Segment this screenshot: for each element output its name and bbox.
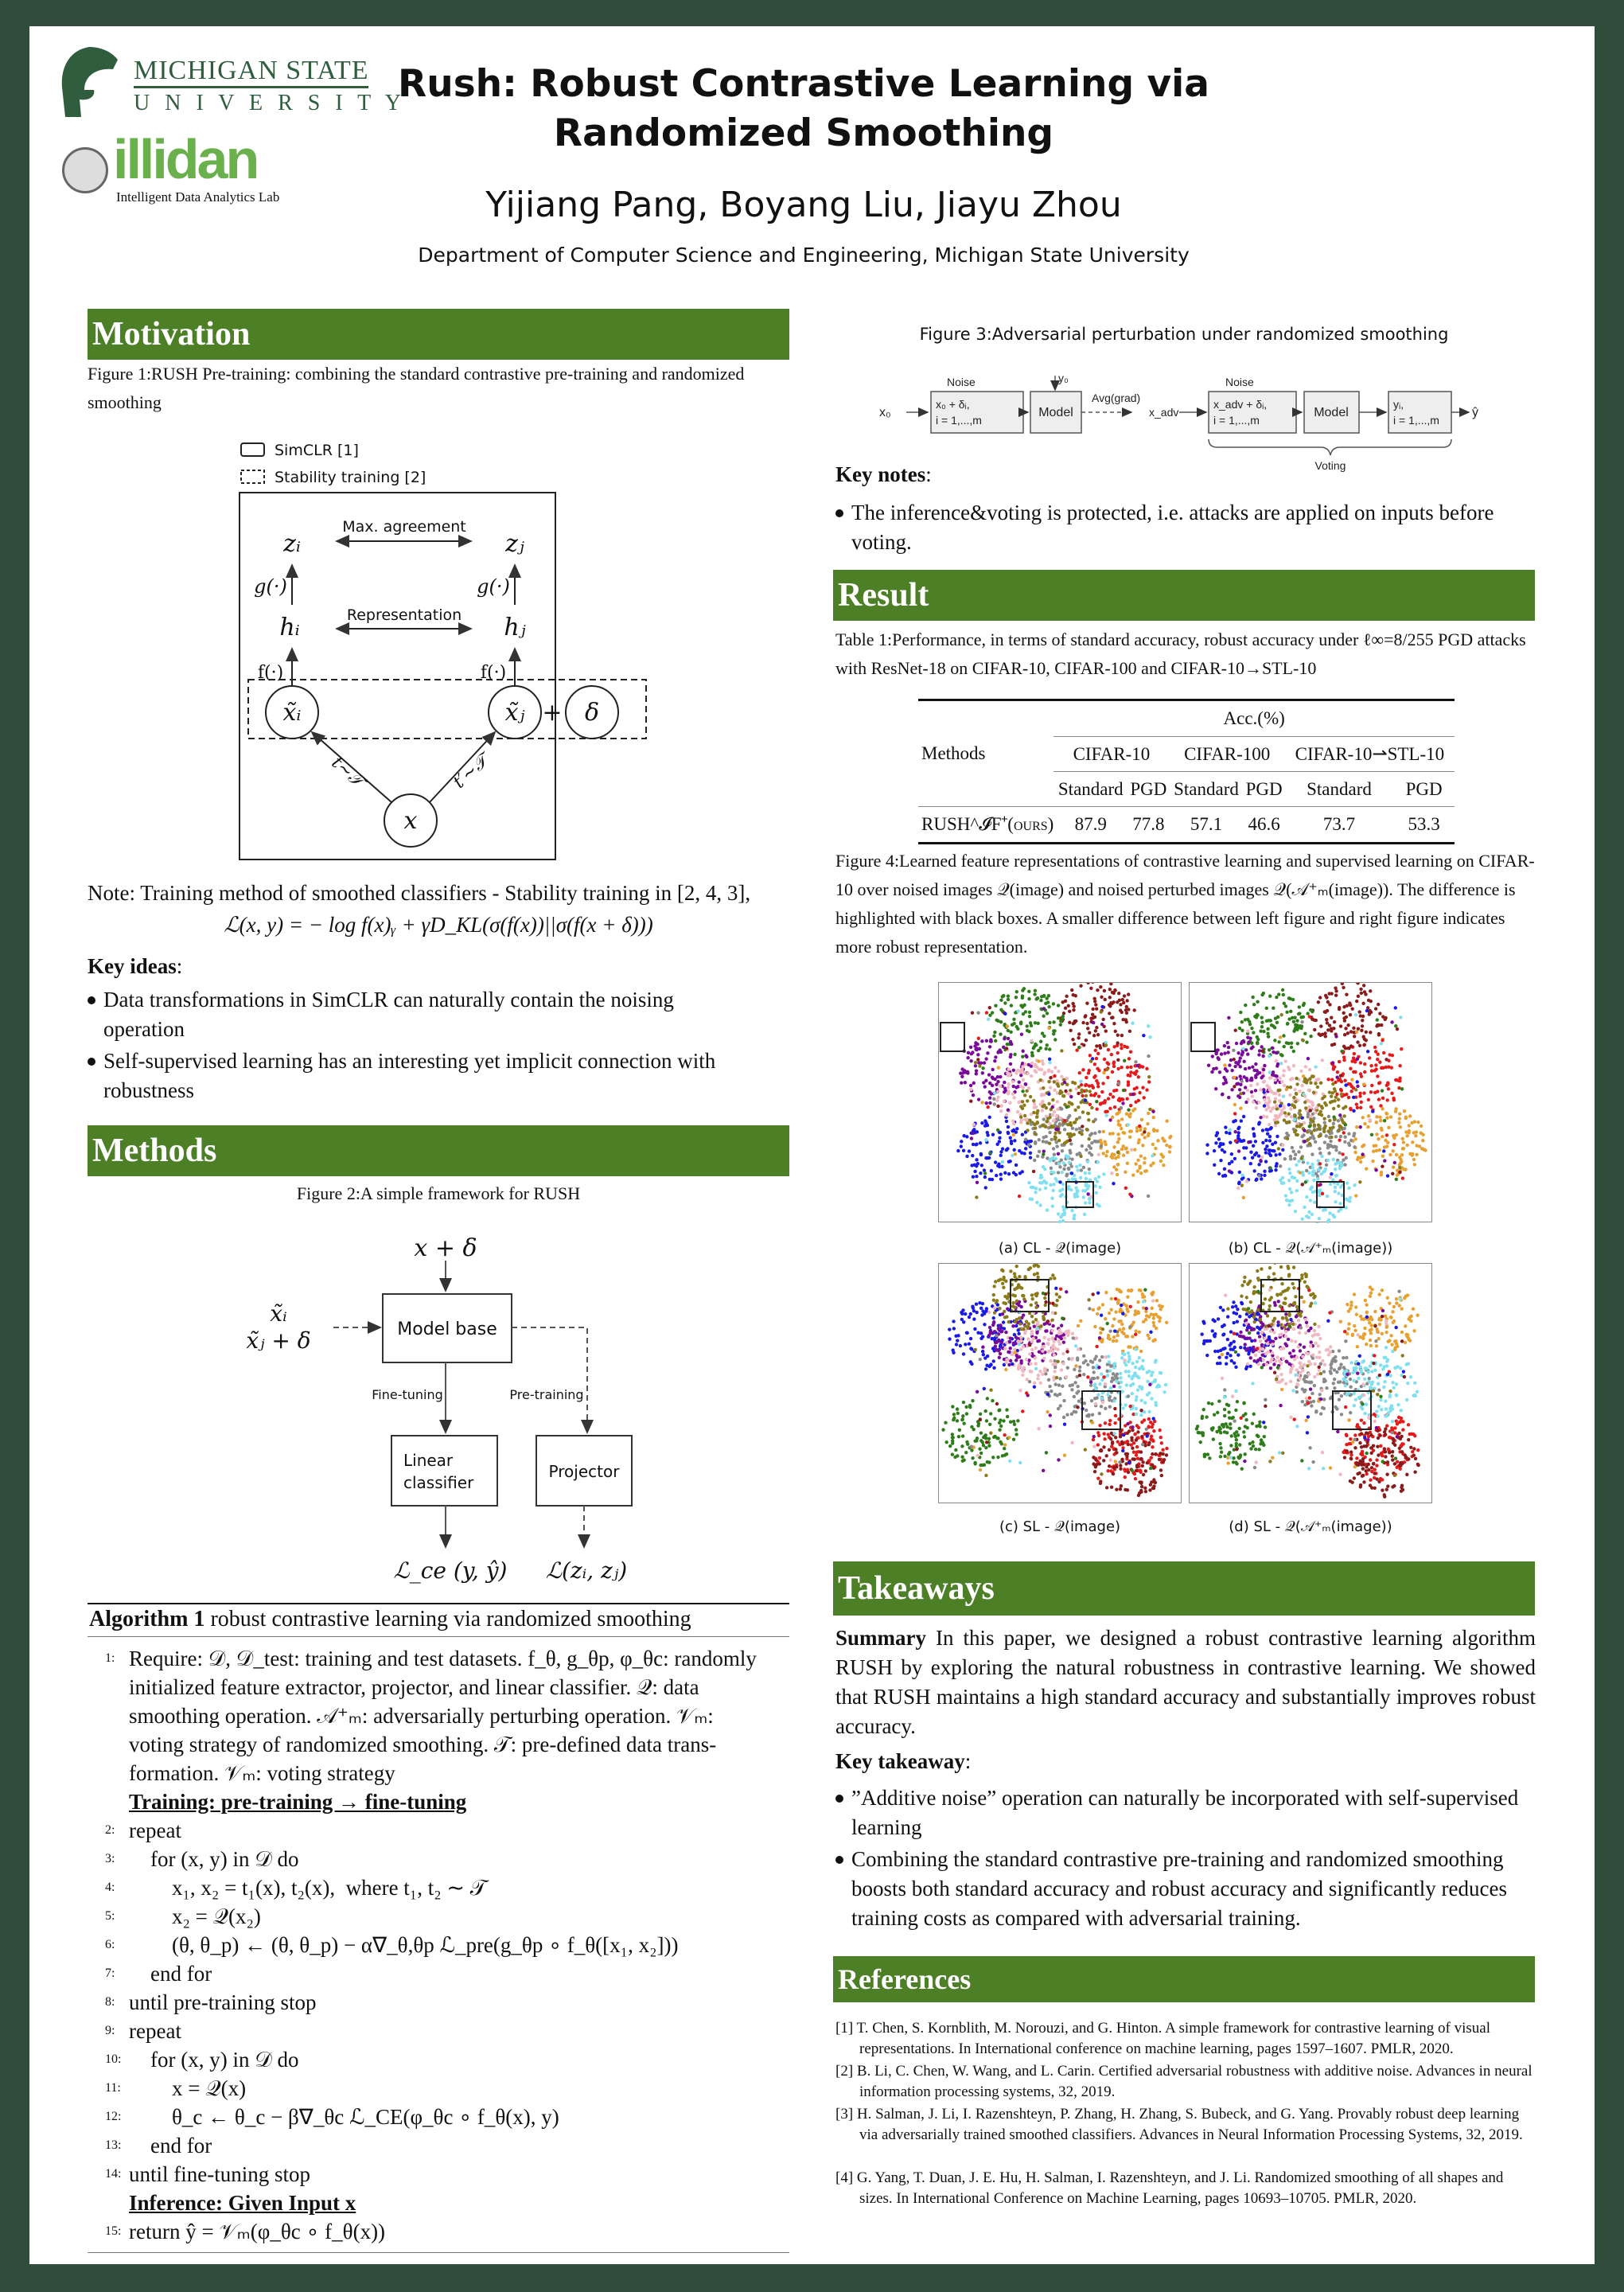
line-text: smoothing operation. 𝒜⁺ₘ: adversarially perturbing operation. 𝒱ₘ: (129, 1704, 714, 1728)
line-number: 6: (105, 1938, 115, 1951)
msu-logo-line2: U N I V E R S I T Y (134, 91, 406, 115)
title-line-2: Randomized Smoothing (553, 111, 1054, 155)
note-text: Note: Training method of smoothed classifiers - Stability training in [2, 4, 3], (88, 881, 751, 905)
line-number: 7: (105, 1967, 115, 1980)
table-1-caption: Table 1:Performance, in terms of standard accuracy, robust accuracy under ℓ∞=8/255 PGD attacks with ResNet-18 on CIFAR-10, CIFAR-100 and CIFAR-10→STL-10 (835, 630, 1526, 678)
line-number: 10: (105, 2052, 122, 2066)
line-number: 9: (105, 2024, 115, 2037)
line-number: 12: (105, 2110, 122, 2123)
line-text: x = 𝒬(x) (129, 2076, 247, 2100)
line-text: until pre-training stop (129, 1990, 317, 2014)
line-text: Inference: Given Input x (129, 2191, 356, 2215)
line-number: 15: (105, 2224, 122, 2238)
subheader-cell: Standard (1174, 778, 1239, 799)
value-cell: 46.6 (1248, 814, 1280, 834)
dataset-header: CIFAR-10 (1053, 737, 1169, 772)
line-text: voting strategy of randomized smoothing. 𝒯: pre-defined data trans- (129, 1733, 717, 1756)
figure-4-caption: Figure 4:Learned feature representations of contrastive learning and supervised learning on CIFAR-10 over noised images 𝒬(image) and noised perturbed images 𝒬(𝒜⁺ₘ(image)). The difference is highlighted with black boxes. A smaller difference between left figure and right figure indicates more robust representation. (835, 851, 1535, 957)
stability-loss-formula: ℒ(x, y) = − log f(x)ᵧ + γD_KL(σ(f(x))||σ(f(x + δ))) (224, 913, 653, 937)
line-text: repeat (129, 1818, 181, 1842)
title-line-1: Rush: Robust Contrastive Learning via (398, 62, 1209, 106)
value-cell: 77.8 (1132, 814, 1165, 834)
line-text: x₁, x₂ = t₁(x), t₂(x), where t₁, t₂ ∼ 𝒯 (129, 1876, 487, 1900)
lab-name: Intelligent Data Analytics Lab (116, 189, 280, 205)
dataset-header: CIFAR-10⇀STL-10 (1285, 737, 1455, 772)
subheader-cell: PGD (1405, 778, 1443, 799)
figure-3-caption: Figure 3:Adversarial perturbation under randomized smoothing (919, 325, 1449, 344)
acc-header: Acc.(%) (1053, 700, 1455, 737)
line-text: formation. 𝒱ₘ: voting strategy (129, 1761, 395, 1785)
motivation-heading: Motivation (88, 309, 789, 360)
figure-2-caption: Figure 2:A simple framework for RUSH (296, 1183, 581, 1203)
line-text: θ_c ← θ_c − β∇_θc ℒ_CE(φ_θc ∘ f_θ(x), y) (129, 2105, 559, 2129)
line-number: 3: (105, 1852, 115, 1865)
line-text: repeat (129, 2019, 181, 2043)
algorithm-title: Algorithm 1 robust contrastive learning via randomized smoothing (89, 1607, 691, 1631)
line-number: 2: (105, 1823, 115, 1837)
value-cell: 87.9 (1074, 814, 1107, 834)
key-ideas-label: Key ideas: (88, 954, 183, 978)
line-text: Training: pre-training → fine-tuning (129, 1790, 467, 1814)
msu-logo-line1: MICHIGAN STATE (134, 56, 369, 85)
line-text: x₂ = 𝒬(x₂) (129, 1904, 261, 1928)
key-idea-2: Self-supervised learning has an interesting yet implicit connection with robustness (88, 1047, 756, 1105)
affiliation: Department of Computer Science and Engineering, Michigan State University (418, 244, 1190, 267)
value-cell: 53.3 (1408, 814, 1440, 834)
line-text: end for (129, 2134, 212, 2158)
subheader-cell: PGD (1130, 778, 1167, 799)
dataset-header: CIFAR-100 (1170, 737, 1285, 772)
illidan-logo: illidan (113, 128, 258, 190)
authors: Yijiang Pang, Boyang Liu, Jiayu Zhou (485, 185, 1122, 225)
line-text: end for (129, 1962, 212, 1986)
line-number: 14: (105, 2167, 122, 2181)
subheader-cell: Standard (1307, 778, 1372, 799)
line-text: return ŷ = 𝒱ₘ(φ_θc ∘ f_θ(x)) (129, 2220, 386, 2243)
key-notes-label: Key notes: (835, 462, 932, 486)
result-heading: Result (833, 570, 1535, 621)
methods-heading: Methods (88, 1125, 789, 1176)
line-text: until fine-tuning stop (129, 2162, 310, 2186)
line-number: 1: (105, 1651, 115, 1665)
line-number: 11: (105, 2081, 121, 2095)
method-cell: RUSH^𝓘F⁺(ours) (921, 814, 1054, 834)
line-number: 5: (105, 1909, 115, 1923)
key-idea-1: Data transformations in SimCLR can naturally contain the noising operation (88, 985, 756, 1044)
line-text: initialized feature extractor, projector, and linear classifier. 𝒬: data (129, 1675, 699, 1699)
line-number: 4: (105, 1881, 115, 1894)
line-number: 13: (105, 2138, 122, 2152)
methods-header: Methods (921, 743, 986, 763)
line-number: 8: (105, 1995, 115, 2009)
subheader-cell: PGD (1245, 778, 1283, 799)
value-cell: 73.7 (1322, 814, 1356, 834)
subheader-cell: Standard (1057, 778, 1124, 799)
line-text: for (x, y) in 𝒟 do (129, 1847, 299, 1871)
figure-1-caption: Figure 1:RUSH Pre-training: combining the standard contrastive pre-training and randomized smoothing (88, 364, 745, 412)
line-text: Require: 𝒟, 𝒟_test: training and test datasets. f_θ, g_θp, φ_θc: randomly (129, 1647, 757, 1670)
line-text: (θ, θ_p) ← (θ, θ_p) − α∇_θ,θp ℒ_pre(g_θp ∘ f_θ([x₁, x₂])) (129, 1933, 679, 1957)
line-text: for (x, y) in 𝒟 do (129, 2048, 299, 2072)
key-note-1: The inference&voting is protected, i.e. attacks are applied on inputs before voting. (835, 498, 1520, 557)
value-cell: 57.1 (1190, 814, 1223, 834)
